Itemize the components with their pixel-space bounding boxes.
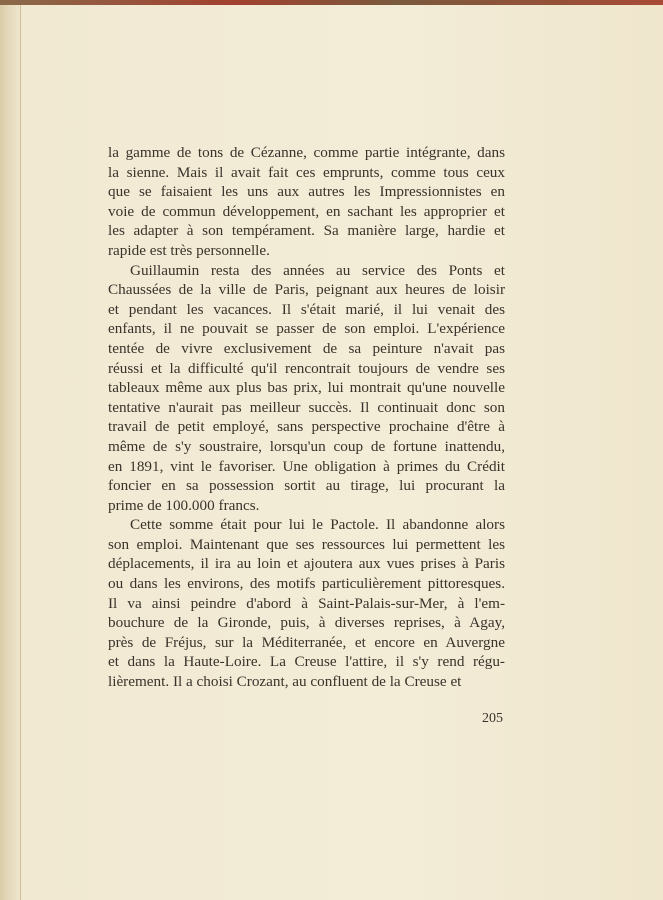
page-fold-line [20,5,21,900]
text-line: enfants, il ne pouvait se passer de son emploi. L'expérience [108,320,505,338]
text-line: Chaussées de la ville de Paris, peignant aux heures de loisir [108,281,505,299]
text-line: tentative n'aurait pas meilleur succès. Il continuait donc son [108,398,505,416]
text-line: Guillaumin resta des années au service des Ponts et [130,261,505,279]
text-line: Cette somme était pour lui le Pactole. Il abandonne alors [130,516,505,534]
text-line: et pendant les vacances. Il s'était marié, il lui venait des [108,300,505,318]
text-line: même de s'y soustraire, lorsqu'un coup de fortune inattendu, [108,437,505,455]
text-line: travail de petit employé, sans perspective prochaine d'être à [108,418,505,436]
text-line: Il va ainsi peindre d'abord à Saint-Palais-sur-Mer, à l'em- [108,594,505,612]
body-text [108,143,505,692]
page-number: 205 [482,711,503,726]
page-binding-edge [0,5,22,900]
text-line: tentée de vivre exclusivement de sa peinture n'avait pas [108,339,505,357]
paragraph-2 [108,261,505,516]
text-line: prime de 100.000 francs. [108,496,260,514]
text-line: que se faisaient les uns aux autres les Impressionnistes en [108,183,505,201]
text-line: tableaux même aux plus bas prix, lui montrait qu'une nouvelle [108,379,505,397]
text-line: son emploi. Maintenant que ses ressources lui permettent les [108,535,505,553]
text-line: près de Fréjus, sur la Méditerranée, et encore en Auvergne [108,633,505,651]
page-top-edge [0,0,663,5]
text-line: rapide est très personnelle. [108,241,270,259]
text-line: les adapter à son tempérament. Sa manière large, hardie et [108,222,505,240]
text-line: déplacements, il ira au loin et ajoutera aux vues prises à Paris [108,555,505,573]
text-line: bouchure de la Gironde, puis, à diverses reprises, à Agay, [108,614,505,632]
text-line: la gamme de tons de Cézanne, comme partie intégrante, dans [108,144,505,161]
text-line: ou dans les environs, des motifs particulièrement pittoresques. [108,575,505,593]
text-line: voie de commun développement, en sachant les approprier et [108,202,505,220]
text-line: la sienne. Mais il avait fait ces emprunts, comme tous ceux [108,163,505,181]
text-line: foncier en sa possession sortit au tirage, lui procurant la [108,477,505,495]
text-line: lièrement. Il a choisi Crozant, au confluent de la Creuse et [108,673,462,691]
text-line: et dans la Haute-Loire. La Creuse l'attire, il s'y rend régu- [108,653,505,671]
text-line: réussi et la difficulté qu'il rencontrait toujours de vendre ses [108,359,505,377]
paragraph-3 [108,515,505,691]
paragraph-1 [108,143,505,261]
text-line: en 1891, vint le favoriser. Une obligation à primes du Crédit [108,457,505,475]
